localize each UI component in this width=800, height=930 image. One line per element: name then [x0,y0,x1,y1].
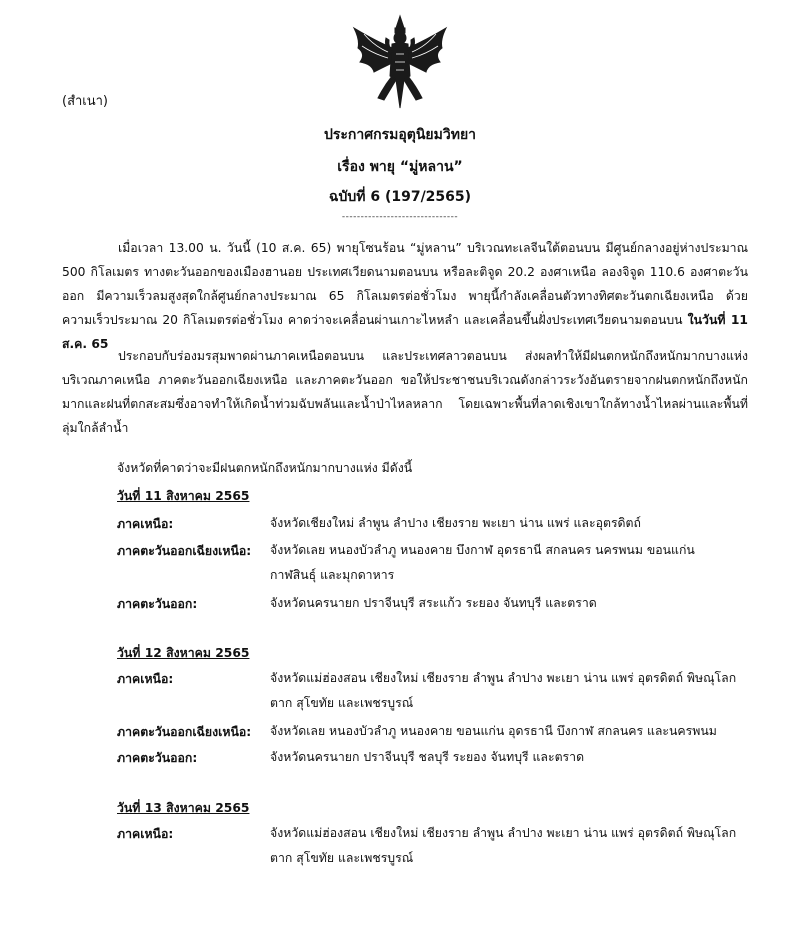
paragraph-monsoon-text: ประกอบกับร่องมรสุมพาดผ่านภาคเหนือตอนบน และประเทศลาวตอนบน ส่งผลทำให้มีฝนตกหนักถึงหนักมากบางแห่งบริเวณภาคเหนือ ภาคตะวันออกเฉียงเหนือ และภาคตะวันออก ขอให้ประชาชนบริเวณดังกล่าวระวังอันตรายจากฝนตกหนักถึงหนักมากและฝนที่ตกสะสมซึ่งอาจทำให้เกิดน้ำท่วมฉับพลันและน้ำป่าไหลหลาก โดยเฉพาะพื้นที่ลาดเชิงเขาใกล้ทางน้ำไหลผ่านและพื้นที่ลุ่มใกล้ลำน้ำ [62,349,748,435]
region-label: ภาคตะวันออกเฉียงเหนือ: [117,725,252,739]
region-label: ภาคตะวันออก: [117,597,198,611]
region-label: ภาคเหนือ: [117,827,174,841]
forecast-date-heading: วันที่ 12 สิงหาคม 2565 [117,646,250,660]
region-label: ภาคตะวันออกเฉียงเหนือ: [117,544,252,558]
region-provinces: จังหวัดแม่ฮ่องสอน เชียงใหม่ เชียงราย ลำพูน ลำปาง พะเยา น่าน แพร่ อุตรดิตถ์ พิษณุโลก ตาก สุโขทัย และเพชรบูรณ์ [270,671,737,710]
garuda-emblem [340,14,460,110]
paragraph-storm-text: เมื่อเวลา 13.00 น. วันนี้ (10 ส.ค. 65) พายุโซนร้อน “มู่หลาน” บริเวณทะเลจีนใต้ตอนบน มีศูนย์กลางอยู่ห่างประมาณ 500 กิโลเมตร ทางตะวันออกของเมืองฮานอย ประเทศเวียดนามตอนบน หรือละติจูด 20.2 องศาเหนือ ลองจิจูด 110.6 องศาตะวันออก มีความเร็วลมสูงสุดใกล้ศูนย์กลางประมาณ 65 กิโลเมตรต่อชั่วโมง พายุนี้กำลังเคลื่อนตัวทางทิศตะวันตกเฉียงเหนือ ด้วยความเร็วประมาณ 20 กิโลเมตรต่อชั่วโมง คาดว่าจะเคลื่อนผ่านเกาะไหหลำ และเคลื่อนขึ้นฝั่งประเทศเวียดนามตอนบน [62,241,748,327]
announcement-issue: ฉบับที่ 6 (197/2565) [328,189,472,205]
region-provinces: จังหวัดแม่ฮ่องสอน เชียงใหม่ เชียงราย ลำพูน ลำปาง พะเยา น่าน แพร่ อุตรดิตถ์ พิษณุโลก ตาก สุโขทัย และเพชรบูรณ์ [270,826,737,865]
region-label: ภาคเหนือ: [117,672,174,686]
region-provinces: จังหวัดนครนายก ปราจีนบุรี สระแก้ว ระยอง จันทบุรี และตราด [270,596,597,610]
region-label: ภาคเหนือ: [117,517,174,531]
forecast-date-heading: วันที่ 11 สิงหาคม 2565 [117,489,250,503]
divider: ------------------------------- [341,212,459,222]
region-label: ภาคตะวันออก: [117,751,198,765]
region-provinces: จังหวัดนครนายก ปราจีนบุรี ชลบุรี ระยอง จันทบุรี และตราด [270,750,585,764]
copy-label: (สำเนา) [62,94,109,109]
forecast-date-heading: วันที่ 13 สิงหาคม 2565 [117,801,250,815]
region-provinces: จังหวัดเลย หนองบัวลำภู หนองคาย ขอนแก่น อุดรธานี บึงกาฬ สกลนคร และนครพนม [270,724,717,738]
paragraph-monsoon [62,344,748,440]
region-provinces: จังหวัดเลย หนองบัวลำภู หนองคาย บึงกาฬ อุดรธานี สกลนคร นครพนม ขอนแก่น กาฬสินธุ์ และมุกดาหาร [270,543,695,582]
paragraph-storm-details [62,236,748,356]
forecast-intro: จังหวัดที่คาดว่าจะมีฝนตกหนักถึงหนักมากบางแห่ง มีดังนี้ [117,461,413,475]
region-provinces: จังหวัดเชียงใหม่ ลำพูน ลำปาง เชียงราย พะเยา น่าน แพร่ และอุตรดิตถ์ [270,516,641,530]
announcement-title: ประกาศกรมอุตุนิยมวิทยา [323,127,477,143]
paragraph-storm-date: ในวันที่ 11 ส.ค. 65 [62,313,748,351]
announcement-subject: เรื่อง พายุ “มู่หลาน” [337,159,463,175]
